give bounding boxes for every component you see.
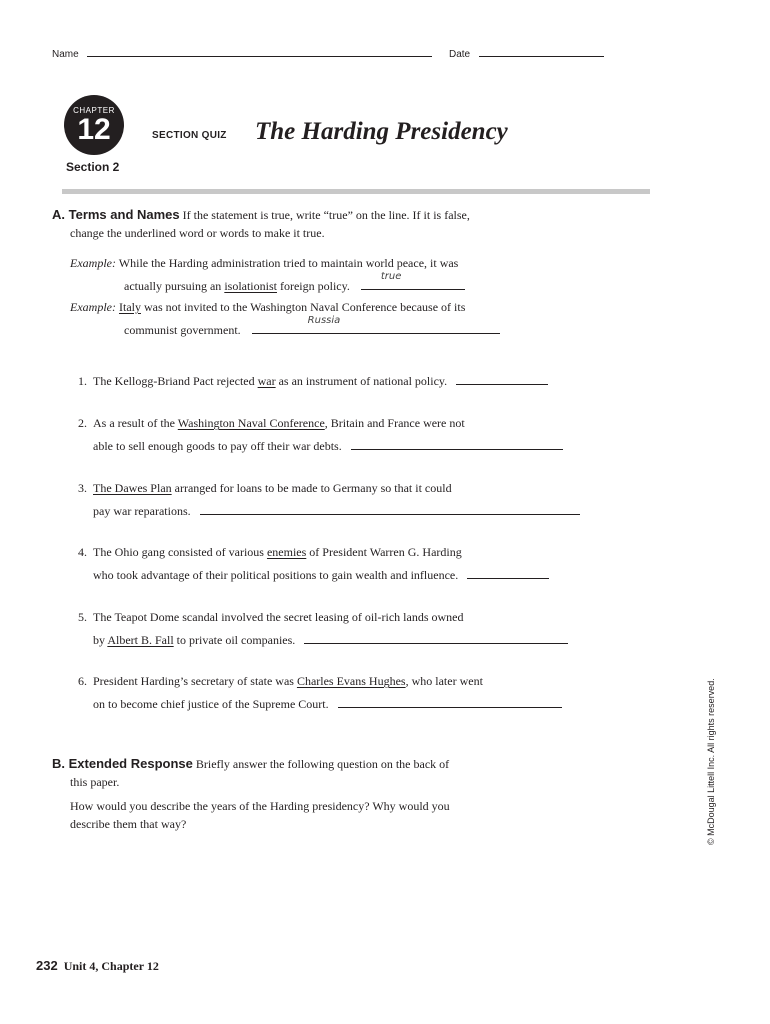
item-number: 5. xyxy=(78,610,87,624)
name-line[interactable] xyxy=(87,56,432,57)
answer-line-2[interactable] xyxy=(351,449,563,450)
item-number: 1. xyxy=(78,374,87,388)
section-a-instructions xyxy=(52,206,470,242)
item-underlined-term: Albert B. Fall xyxy=(107,633,174,647)
example-1 xyxy=(70,252,465,298)
item-text: who took advantage of their political positions to gain wealth and influence. xyxy=(93,568,459,582)
item-text: on to become chief justice of the Supreme Court. xyxy=(93,697,329,711)
item-text: President Harding’s secretary of state was xyxy=(93,674,294,688)
example-1-answer: true xyxy=(380,271,402,282)
answer-line-6[interactable] xyxy=(338,707,562,708)
item-number: 4. xyxy=(78,545,87,559)
date-label: Date xyxy=(449,49,471,60)
quiz-item-2 xyxy=(78,412,563,458)
item-underlined-term: Charles Evans Hughes xyxy=(296,674,406,688)
item-text: arranged for loans to be made to Germany so that it could xyxy=(174,481,452,495)
item-underlined-term: Washington Naval Conference xyxy=(177,416,325,430)
quiz-item-5 xyxy=(78,606,568,652)
example-2-answer-line xyxy=(252,315,500,334)
page-title: The Harding Presidency xyxy=(255,118,508,145)
example-2-line1-after: was not invited to the Washington Naval Conference because of its xyxy=(143,300,466,314)
answer-line-5[interactable] xyxy=(304,643,568,644)
item-text: to private oil companies. xyxy=(176,633,296,647)
example-2-line2: communist government. xyxy=(124,323,241,337)
item-number: 3. xyxy=(78,481,87,495)
answer-line-1[interactable] xyxy=(456,384,548,385)
chapter-badge xyxy=(64,95,124,155)
example-label: Example: xyxy=(70,256,116,270)
quiz-item-3 xyxy=(78,477,580,523)
example-label-2: Example: xyxy=(70,300,116,314)
example-1-line2-after: foreign policy. xyxy=(279,279,350,293)
item-underlined-term: The Dawes Plan xyxy=(93,481,172,495)
quiz-item-6 xyxy=(78,670,562,716)
item-text: The Ohio gang consisted of various xyxy=(93,545,264,559)
date-field xyxy=(449,49,604,60)
section-b-instructions-line2: this paper. xyxy=(70,775,120,789)
date-line[interactable] xyxy=(479,56,604,57)
item-number: 6. xyxy=(78,674,87,688)
copyright-notice: © McDougal Littell Inc. All rights reserved. xyxy=(706,678,716,845)
page-footer xyxy=(36,957,159,975)
item-underlined-term: enemies xyxy=(266,545,307,559)
name-label: Name xyxy=(52,49,79,60)
section-a-heading: A. Terms and Names xyxy=(52,207,180,222)
example-1-answer-line xyxy=(361,271,465,290)
item-number: 2. xyxy=(78,416,87,430)
item-text: able to sell enough goods to pay off their war debts. xyxy=(93,439,342,453)
chapter-number: 12 xyxy=(77,113,111,146)
example-2-answer: Russia xyxy=(307,315,341,326)
item-text: As a result of the xyxy=(93,416,175,430)
section-a-instructions-line1: If the statement is true, write “true” on the line. If it is false, xyxy=(182,208,470,222)
section-b-heading: B. Extended Response xyxy=(52,756,193,771)
section-b xyxy=(52,755,450,833)
quiz-item-1 xyxy=(78,370,548,393)
chapter-label: CHAPTER xyxy=(73,106,115,115)
item-text: by xyxy=(93,633,105,647)
item-text: of President Warren G. Harding xyxy=(309,545,462,559)
item-text: , Britain and France were not xyxy=(324,416,465,430)
answer-line-4[interactable] xyxy=(467,578,549,579)
quiz-item-4 xyxy=(78,541,549,587)
name-field xyxy=(52,49,432,60)
item-underlined-term: war xyxy=(257,374,276,388)
example-2-underlined: Italy xyxy=(118,300,141,314)
section-b-instructions-line1: Briefly answer the following question on the back of xyxy=(195,757,450,771)
item-text: pay war reparations. xyxy=(93,504,191,518)
example-2 xyxy=(70,296,500,342)
answer-line-3[interactable] xyxy=(200,514,580,515)
page-number: 232 xyxy=(36,958,58,973)
section-b-question-line1: How would you describe the years of the Harding presidency? Why would you xyxy=(70,799,450,813)
item-text: as an instrument of national policy. xyxy=(278,374,448,388)
example-1-underlined: isolationist xyxy=(224,279,277,293)
item-text: The Kellogg-Briand Pact rejected xyxy=(93,374,255,388)
item-text: The Teapot Dome scandal involved the secret leasing of oil-rich lands owned xyxy=(93,610,464,624)
section-a-instructions-line2: change the underlined word or words to make it true. xyxy=(70,226,325,240)
section-label: Section 2 xyxy=(66,160,120,174)
example-1-line2-before: actually pursuing an xyxy=(124,279,222,293)
item-text: , who later went xyxy=(405,674,483,688)
quiz-label: SECTION QUIZ xyxy=(152,130,227,141)
example-1-line1: While the Harding administration tried to maintain world peace, it was xyxy=(118,256,459,270)
footer-unit-chapter: Unit 4, Chapter 12 xyxy=(63,959,159,973)
section-b-question-line2: describe them that way? xyxy=(70,817,187,831)
title-divider xyxy=(62,189,650,194)
